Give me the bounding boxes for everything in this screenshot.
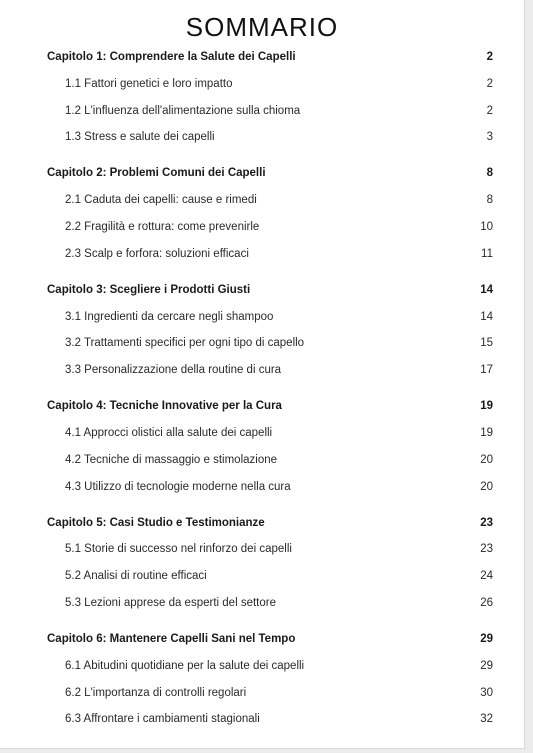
toc-chapter-label: Capitolo 6: Mantenere Capelli Sani nel Tempo [47,633,296,645]
toc-section-label: 1.3 Stress e salute dei capelli [65,131,215,144]
toc-section-page-number: 29 [480,659,493,672]
toc-section-label: 3.3 Personalizzazione della routine di cura [65,364,282,377]
toc-section-entry[interactable] [0,244,524,264]
toc-section-entry[interactable] [0,307,524,327]
toc-section-page-number: 20 [480,453,493,466]
toc-section-entry[interactable] [0,190,524,210]
toc-section-label: 1.2 L'influenza dell'alimentazione sulla chioma [65,104,301,117]
toc-chapter-entry[interactable] [0,280,524,300]
toc-section-page-number: 30 [480,686,493,699]
toc-section-page-number: 24 [480,570,493,583]
toc-chapter-page-number: 19 [480,400,493,413]
toc-section-entry[interactable] [0,656,524,676]
toc-chapter-entry[interactable] [0,47,524,67]
toc-section-entry[interactable] [0,593,524,613]
toc-section-label: 5.2 Analisi di routine efficaci [65,570,207,583]
toc-section-page-number: 11 [481,247,493,260]
toc-chapter-label: Capitolo 3: Scegliere i Prodotti Giusti [47,283,251,296]
toc-section-label: 1.1 Fattori genetici e loro impatto [65,77,233,90]
toc-chapter-entry[interactable] [0,513,524,533]
toc-section-entry[interactable] [0,683,524,703]
toc-chapter-page-number: 14 [480,283,493,296]
toc-section-page-number: 20 [480,480,493,493]
toc-section-label: 2.1 Caduta dei capelli: cause e rimedi [65,194,257,207]
toc-section-page-number: 10 [480,221,493,233]
toc-section-label: 2.2 Fragilità e rottura: come prevenirle [65,221,260,233]
toc-chapter-page-number: 8 [486,167,493,180]
toc-chapter-page-number: 23 [480,516,493,529]
toc-section-label: 3.1 Ingredienti da cercare negli shampoo [65,310,274,323]
toc-section-entry[interactable] [0,333,524,353]
toc-section-label: 4.1 Approcci olistici alla salute dei capelli [65,427,273,439]
toc-section-entry[interactable] [0,127,524,147]
toc-section-label: 6.1 Abitudini quotidiane per la salute dei capelli [65,659,305,672]
toc-section-label: 4.2 Tecniche di massaggio e stimolazione [65,453,278,466]
toc-section-page-number: 2 [486,104,493,117]
toc-section-entry[interactable] [0,539,524,559]
toc-chapter-label: Capitolo 4: Tecniche Innovative per la Cura [47,400,282,413]
toc-section-page-number: 2 [486,77,493,90]
toc-chapter-label: Capitolo 5: Casi Studio e Testimonianze [47,516,265,529]
toc-section-label: 5.1 Storie di successo nel rinforzo dei capelli [65,543,292,556]
toc-chapter-entry[interactable] [0,163,524,183]
toc-section-entry[interactable] [0,101,524,121]
toc-section-page-number: 8 [486,194,493,207]
toc-section-entry[interactable] [0,423,524,443]
toc-section-page-number: 15 [480,337,493,350]
toc-chapter-label: Capitolo 1: Comprendere la Salute dei Capelli [47,51,296,63]
toc-section-entry[interactable] [0,709,524,729]
toc-chapter-entry[interactable] [0,629,524,649]
toc-section-page-number: 17 [480,364,493,377]
page-title: SOMMARIO [185,12,339,42]
toc-section-entry[interactable] [0,360,524,380]
toc-section-label: 2.3 Scalp e forfora: soluzioni efficaci [65,247,249,260]
toc-chapter-page-number: 29 [480,633,493,645]
toc-section-page-number: 26 [480,597,493,609]
toc-section-entry[interactable] [0,74,524,94]
toc-section-page-number: 3 [486,131,493,144]
toc-section-entry[interactable] [0,217,524,237]
toc-section-entry[interactable] [0,477,524,497]
toc-section-page-number: 14 [480,310,493,323]
toc-section-label: 6.3 Affrontare i cambiamenti stagionali [65,713,260,726]
toc-section-label: 4.3 Utilizzo di tecnologie moderne nella cura [65,480,291,493]
toc-chapter-entry[interactable] [0,396,524,416]
toc-section-page-number: 23 [480,543,493,556]
toc-section-entry[interactable] [0,566,524,586]
toc-chapter-label: Capitolo 2: Problemi Comuni dei Capelli [47,167,266,180]
toc-section-page-number: 19 [480,427,493,439]
toc-section-entry[interactable] [0,450,524,470]
toc-section-label: 3.2 Trattamenti specifici per ogni tipo di capello [65,337,305,350]
toc-section-label: 6.2 L'importanza di controlli regolari [65,686,247,699]
toc-section-label: 5.3 Lezioni apprese da esperti del settore [65,597,276,609]
toc-section-page-number: 32 [480,713,493,726]
toc-chapter-page-number: 2 [486,51,493,63]
